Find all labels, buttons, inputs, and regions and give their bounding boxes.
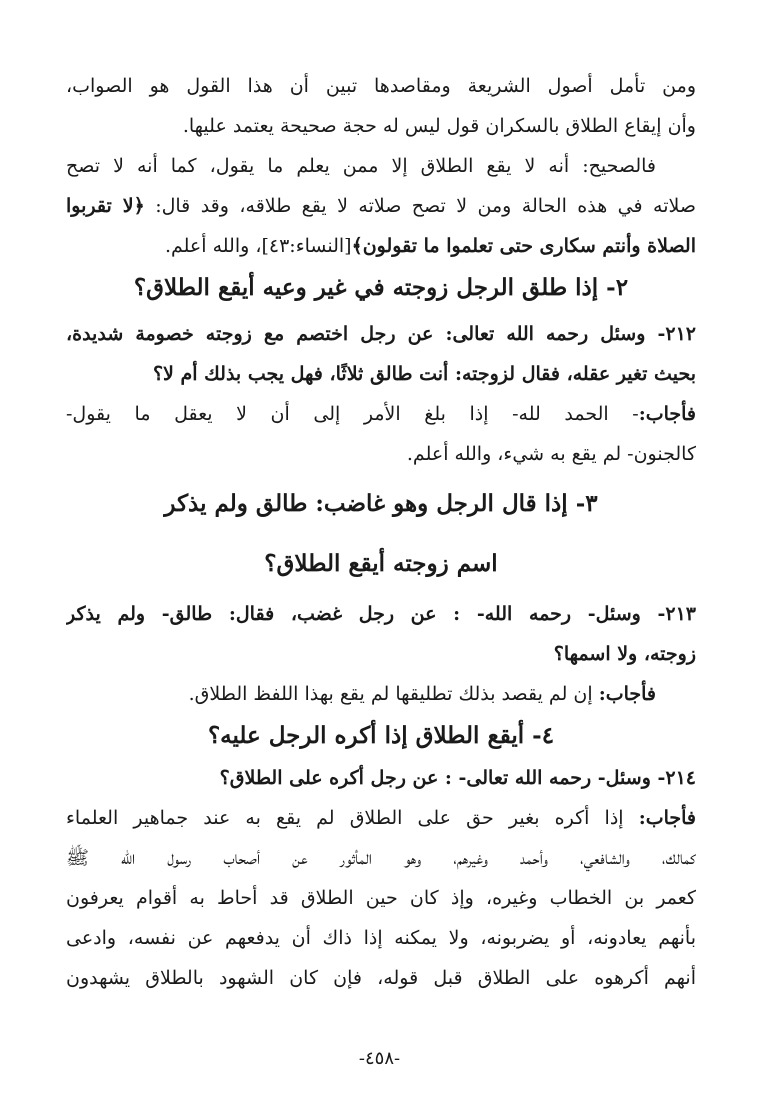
answer-text: - الحمد لله- إذا بلغ الأمر إلى أن لا يعقل ما يقول- [66,403,639,425]
question-line: بحيث تغير عقله، فقال لزوجته: أنت طالق ثلاثًا، فهل يجب بذلك أم لا؟ [152,363,696,385]
body-line: وأن إيقاع الطلاق بالسكران قول ليس له حجة صحيحة يعتمد عليها. [182,115,696,137]
section-heading: ٣- إذا قال الرجل وهو غاضب: طالق ولم يذكر [164,490,598,517]
answer-label: فأجاب: [638,807,696,829]
question-line: ٢١٢- وسئل رحمه الله تعالى: عن رجل اختصم مع زوجته خصومة شديدة، [66,323,696,345]
answer-line: كمالك، والشافعي، وأحمد وغيرهم، وهو المأثور عن أصحاب رسول الله ﷺ [66,847,696,869]
body-text: صلاته في هذه الحالة ومن لا تصح صلاته لا يقع طلاقه، وقد قال: [155,195,696,217]
question-line: ٢١٤- وسئل- رحمه الله تعالى- : عن رجل أكره على الطلاق؟ [219,767,696,789]
answer-line: كعمر بن الخطاب وغيره، وإذ كان حين الطلاق قد أحاط به أقوام يعرفون [66,887,696,909]
answer-line [66,394,696,434]
answer-text: إذا أكره بغير حق على الطلاق لم يقع به عند جماهير العلماء [66,807,624,829]
quran-quote: الصلاة وأنتم سكارى حتى تعلموا ما تقولون﴾ [351,235,696,257]
page-number: -٤٥٨- [358,1048,401,1069]
answer-label: فأجاب: [598,683,656,705]
answer-line: بأنهم يعادونه، أو يضربونه، ولا يمكنه إذا ذاك أن يدفعهم عن نفسه، وادعى [66,927,696,949]
question-line: ٢١٣- وسئل- رحمه الله- : عن رجل غضب، فقال: طالق- ولم يذكر [66,603,696,625]
answer-line [66,798,696,838]
section-heading: اسم زوجته أيقع الطلاق؟ [264,550,498,577]
body-line [66,226,696,266]
answer-label: فأجاب: [638,403,696,425]
body-line [66,186,696,226]
quran-reference: [النساء:٤٣]، والله أعلم. [164,235,352,257]
answer-line: كالجنون- لم يقع به شيء، والله أعلم. [406,443,696,465]
answer-text: إن لم يقصد بذلك تطليقها لم يقع بهذا اللفظ الطلاق. [188,683,593,705]
body-line: ومن تأمل أصول الشريعة ومقاصدها تبين أن هذا القول هو الصواب، [66,75,696,97]
section-heading: ٤- أيقع الطلاق إذا أكره الرجل عليه؟ [207,722,555,749]
body-line: فالصحيح: أنه لا يقع الطلاق إلا ممن يعلم ما يقول، كما أنه لا تصح [66,155,656,177]
answer-line [66,674,696,714]
section-heading: ٢- إذا طلق الرجل زوجته في غير وعيه أيقع الطلاق؟ [133,274,629,301]
question-line: زوجته، ولا اسمها؟ [553,643,696,665]
quran-quote: ﴿لا تقربوا [66,195,145,217]
answer-line: أنهم أكرهوه على الطلاق قبل قوله، فإن كان الشهود بالطلاق يشهدون [66,967,696,989]
page-content [66,66,696,998]
